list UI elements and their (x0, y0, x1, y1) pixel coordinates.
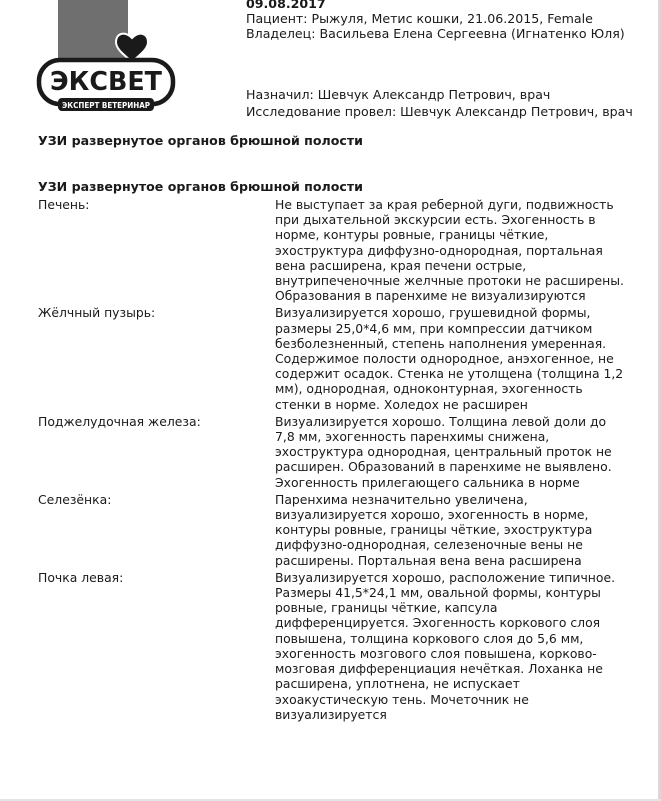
finding-label: Жёлчный пузырь: (38, 305, 156, 321)
visit-date: 09.08.2017 (246, 0, 326, 11)
finding-value: Визуализируется хорошо. Толщина левой доли до 7,8 мм, эхогенность паренхимы снижена, эхоструктура однородная, центральный проток не расширен. Образований в паренхиме не выявлено. Эхогенность прилегающего сальника в норме (275, 413, 612, 490)
patient-header (246, 0, 656, 41)
finding-row-gallbladder (38, 305, 638, 411)
document-title: УЗИ развернутое органов брюшной полости (38, 133, 363, 148)
finding-value: Не выступает за края реберной дуги, подвижность при дыхательной экскурсии есть. Эхогенность в норме, контуры ровные, границы чёткие, эхоструктура диффузно-однородная, портальная вена расширена, края печени острые, внутрипеченочные желчные протоки не расширены. Образования в паренхиме не визуализируются (275, 197, 624, 304)
finding-value: Визуализируется хорошо, расположение типичное. Размеры 41,5*24,1 мм, овальной формы, контуры ровные, границы чёткие, капсула дифференцируется. Эхогенность коркового слоя повышена, толщина коркового слоя до 5,6 мм, эхогенность мозгового слоя повышена, корково-мозговая дифференциация нечёткая. Лоханка не расширена, уплотнена, не испускает эхоакустическую тень. Мочеточник не визуализируется (275, 569, 616, 722)
finding-label: Печень: (38, 197, 90, 212)
logo-name: ЭКСВЕТ (50, 67, 163, 97)
finding-row-left-kidney (38, 570, 638, 722)
finding-row-pancreas (38, 414, 638, 490)
patient-info: Пациент: Рыжуля, Метис кошки, 21.06.2015, Female (246, 11, 593, 26)
finding-row-spleen (38, 492, 638, 568)
prescribed-by: Назначил: Шевчук Александр Петрович, врач (246, 87, 551, 102)
logo-tagline: ЭКСПЕРТ ВЕТЕРИНАР (62, 101, 151, 110)
finding-label: Поджелудочная железа: (38, 413, 201, 429)
doctor-header (246, 86, 656, 120)
finding-label: Почка левая: (38, 569, 124, 585)
owner-info: Владелец: Васильева Елена Сергеевна (Игнатенко Юля) (246, 26, 625, 41)
finding-row-liver (38, 197, 638, 303)
clinic-logo (36, 0, 176, 118)
findings-table (38, 197, 638, 724)
finding-value: Паренхима незначительно увеличена, визуализируется хорошо, эхогенность в норме, контуры ровные, границы чёткие, эхоструктура диффузно-однородная, селезеночные вены не расширены. Портальная вена вена расширена (275, 491, 593, 568)
finding-value: Визуализируется хорошо, грушевидной формы, размеры 25,0*4,6 мм, при компрессии датчиком безболезненный, степень наполнения умеренная. Содержимое полости однородное, анэхогенное, не содержит осадок. Стенка не утолщена (толщина 1,2 мм), однородная, одноконтурная, эхогенность стенки в норме. Холедох не расширен (275, 305, 624, 412)
performed-by: Исследование провел: Шевчук Александр Петрович, врач (246, 104, 633, 119)
finding-label: Селезёнка: (38, 491, 112, 507)
section-title: УЗИ развернутое органов брюшной полости (38, 179, 363, 194)
